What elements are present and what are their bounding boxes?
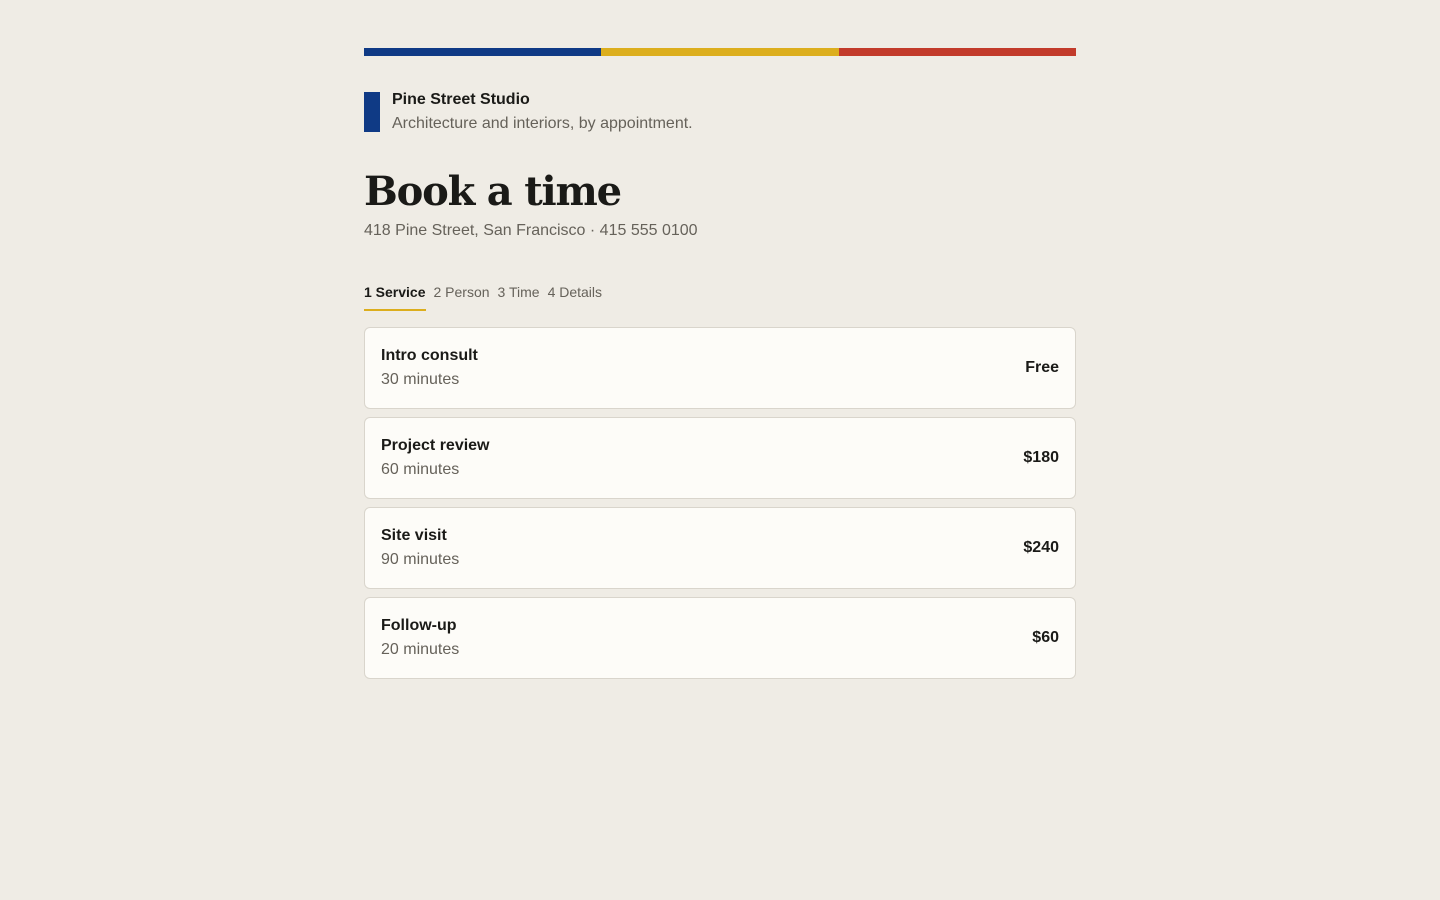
studio-address: 418 Pine Street, San Francisco · 415 555 0100 xyxy=(364,222,698,239)
service-option-site-visit[interactable] xyxy=(364,507,1076,589)
step-details[interactable]: 4 Details xyxy=(547,284,603,300)
booking-steps xyxy=(364,283,1076,311)
step-time[interactable]: 3 Time xyxy=(497,284,540,300)
brand-color-stripe xyxy=(364,48,1076,56)
service-info xyxy=(381,346,478,390)
brand-mark-icon xyxy=(364,92,380,132)
service-info xyxy=(381,526,459,570)
service-duration: 30 minutes xyxy=(381,371,460,388)
stripe-red xyxy=(839,48,1076,56)
page-title: Book a time xyxy=(364,168,621,215)
service-option-follow-up[interactable] xyxy=(364,597,1076,679)
service-duration: 90 minutes xyxy=(381,551,460,568)
step-service[interactable]: 1 Service xyxy=(364,283,426,311)
brand-header xyxy=(364,92,1076,134)
brand-tagline: Architecture and interiors, by appointment. xyxy=(392,115,693,132)
step-person[interactable]: 2 Person xyxy=(433,284,490,300)
service-price: $60 xyxy=(1032,629,1059,646)
service-option-project-review[interactable] xyxy=(364,417,1076,499)
service-name: Site visit xyxy=(381,527,447,544)
stripe-yellow xyxy=(601,48,838,56)
service-option-intro-consult[interactable] xyxy=(364,327,1076,409)
service-price: $240 xyxy=(1023,539,1059,556)
service-name: Intro consult xyxy=(381,347,478,364)
service-name: Project review xyxy=(381,437,490,454)
service-price: $180 xyxy=(1023,449,1059,466)
service-list xyxy=(364,327,1076,679)
service-duration: 20 minutes xyxy=(381,641,460,658)
booking-page xyxy=(364,48,1076,687)
brand-name: Pine Street Studio xyxy=(392,91,530,108)
service-price: Free xyxy=(1025,359,1059,376)
service-name: Follow-up xyxy=(381,617,457,634)
service-info xyxy=(381,616,459,660)
service-info xyxy=(381,436,490,480)
stripe-blue xyxy=(364,48,601,56)
service-duration: 60 minutes xyxy=(381,461,460,478)
brand-text xyxy=(392,92,693,134)
